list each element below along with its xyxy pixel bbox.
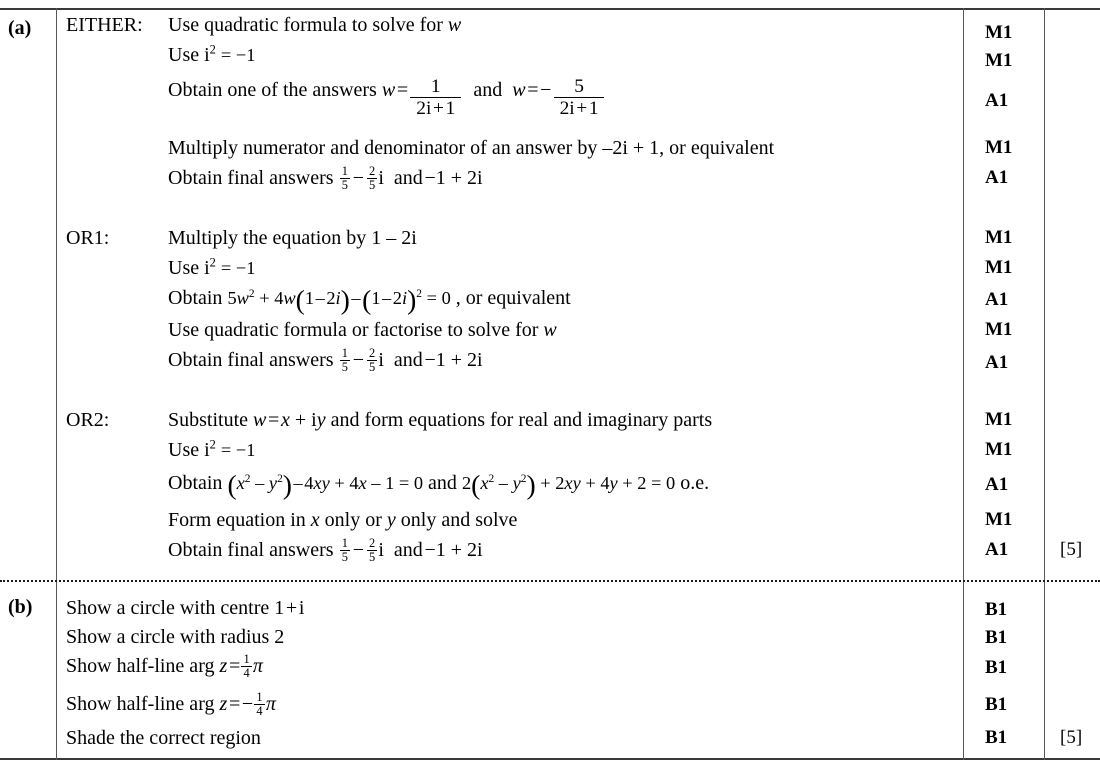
solution-line: Substitute w = x + iy and form equations for real and imaginary parts (168, 409, 713, 431)
mark-code: M1 (985, 409, 1013, 430)
mark-code: A1 (985, 539, 1009, 560)
mark-code: B1 (985, 694, 1008, 715)
mark-code: A1 (985, 90, 1009, 111)
part-separator (0, 580, 1100, 582)
mark-code: M1 (985, 439, 1013, 460)
solution-line: Use quadratic formula to solve for w (168, 14, 462, 36)
mark-code: M1 (985, 22, 1013, 43)
solution-line: Use $i^2 = -1$ (168, 42, 256, 66)
mark-code: B1 (985, 727, 1008, 748)
method-label-either: EITHER: (66, 14, 143, 36)
part-label-a: (a) (8, 17, 32, 39)
mark-code: B1 (985, 657, 1008, 678)
mark-code: M1 (985, 227, 1013, 248)
mark-code: M1 (985, 509, 1013, 530)
column-divider-part (56, 8, 57, 760)
mark-code: B1 (985, 627, 1008, 648)
solution-line: Obtain one of the answers w = $\frac{1}{2i + 1}$ and w = − $\frac{5}{2i + 1}$ (168, 75, 607, 120)
mark-code: M1 (985, 50, 1013, 71)
mark-code: A1 (985, 474, 1009, 495)
mark-code: M1 (985, 257, 1013, 278)
solution-line: Obtain final answers $\frac{1}{5}$ − $\frac{2}{5}$ i and −1 + 2i (168, 346, 483, 375)
solution-line: Show half-line arg z = $\frac{1}{4}$ π (66, 652, 263, 681)
mark-code: A1 (985, 352, 1009, 373)
part-total-b: [5] (1060, 727, 1083, 748)
method-label-or2: OR2: (66, 409, 110, 431)
solution-line: Use $i^2 = -1$ (168, 437, 256, 461)
solution-line: Obtain $(x^2 - y^2)$ – 4xy + 4x – 1 = 0 and $2(x^2 - y^2) + 2xy + 4y + 2 = 0$ o.e. (168, 468, 710, 500)
column-divider-total (1044, 8, 1045, 760)
solution-line: Use $i^2 = -1$ (168, 255, 256, 279)
solution-line: Multiply the equation by 1 – 2i (168, 227, 417, 249)
mark-code: B1 (985, 599, 1008, 620)
solution-line: Multiply numerator and denominator of an answer by –2i + 1, or equivalent (168, 137, 775, 159)
method-label-or1: OR1: (66, 227, 110, 249)
solution-line: Obtain final answers $\frac{1}{5}$ − $\frac{2}{5}$ i and −1 + 2i (168, 536, 483, 565)
mark-code: A1 (985, 289, 1009, 310)
solution-line: Form equation in x only or y only and solve (168, 509, 518, 531)
solution-line: Show a circle with centre 1 + i (66, 597, 305, 619)
solution-line: Obtain final answers $\frac{1}{5}$ − $\frac{2}{5}$ i and −1 + 2i (168, 164, 483, 193)
solution-line: Use quadratic formula or factorise to solve for w (168, 319, 557, 341)
solution-line: Obtain $5w^2 + 4w(1$ – 2i) – (1 – 2i)$^2$ = 0 , or equivalent (168, 283, 571, 315)
mark-code: M1 (985, 319, 1013, 340)
mark-code: A1 (985, 167, 1009, 188)
solution-line: Shade the correct region (66, 727, 261, 749)
mark-code: M1 (985, 137, 1013, 158)
column-divider-marks (963, 8, 964, 760)
solution-line: Show half-line arg z = − $\frac{1}{4}$ π (66, 690, 276, 719)
part-total-a: [5] (1060, 539, 1083, 560)
solution-line: Show a circle with radius 2 (66, 626, 285, 648)
part-label-b: (b) (8, 596, 33, 618)
